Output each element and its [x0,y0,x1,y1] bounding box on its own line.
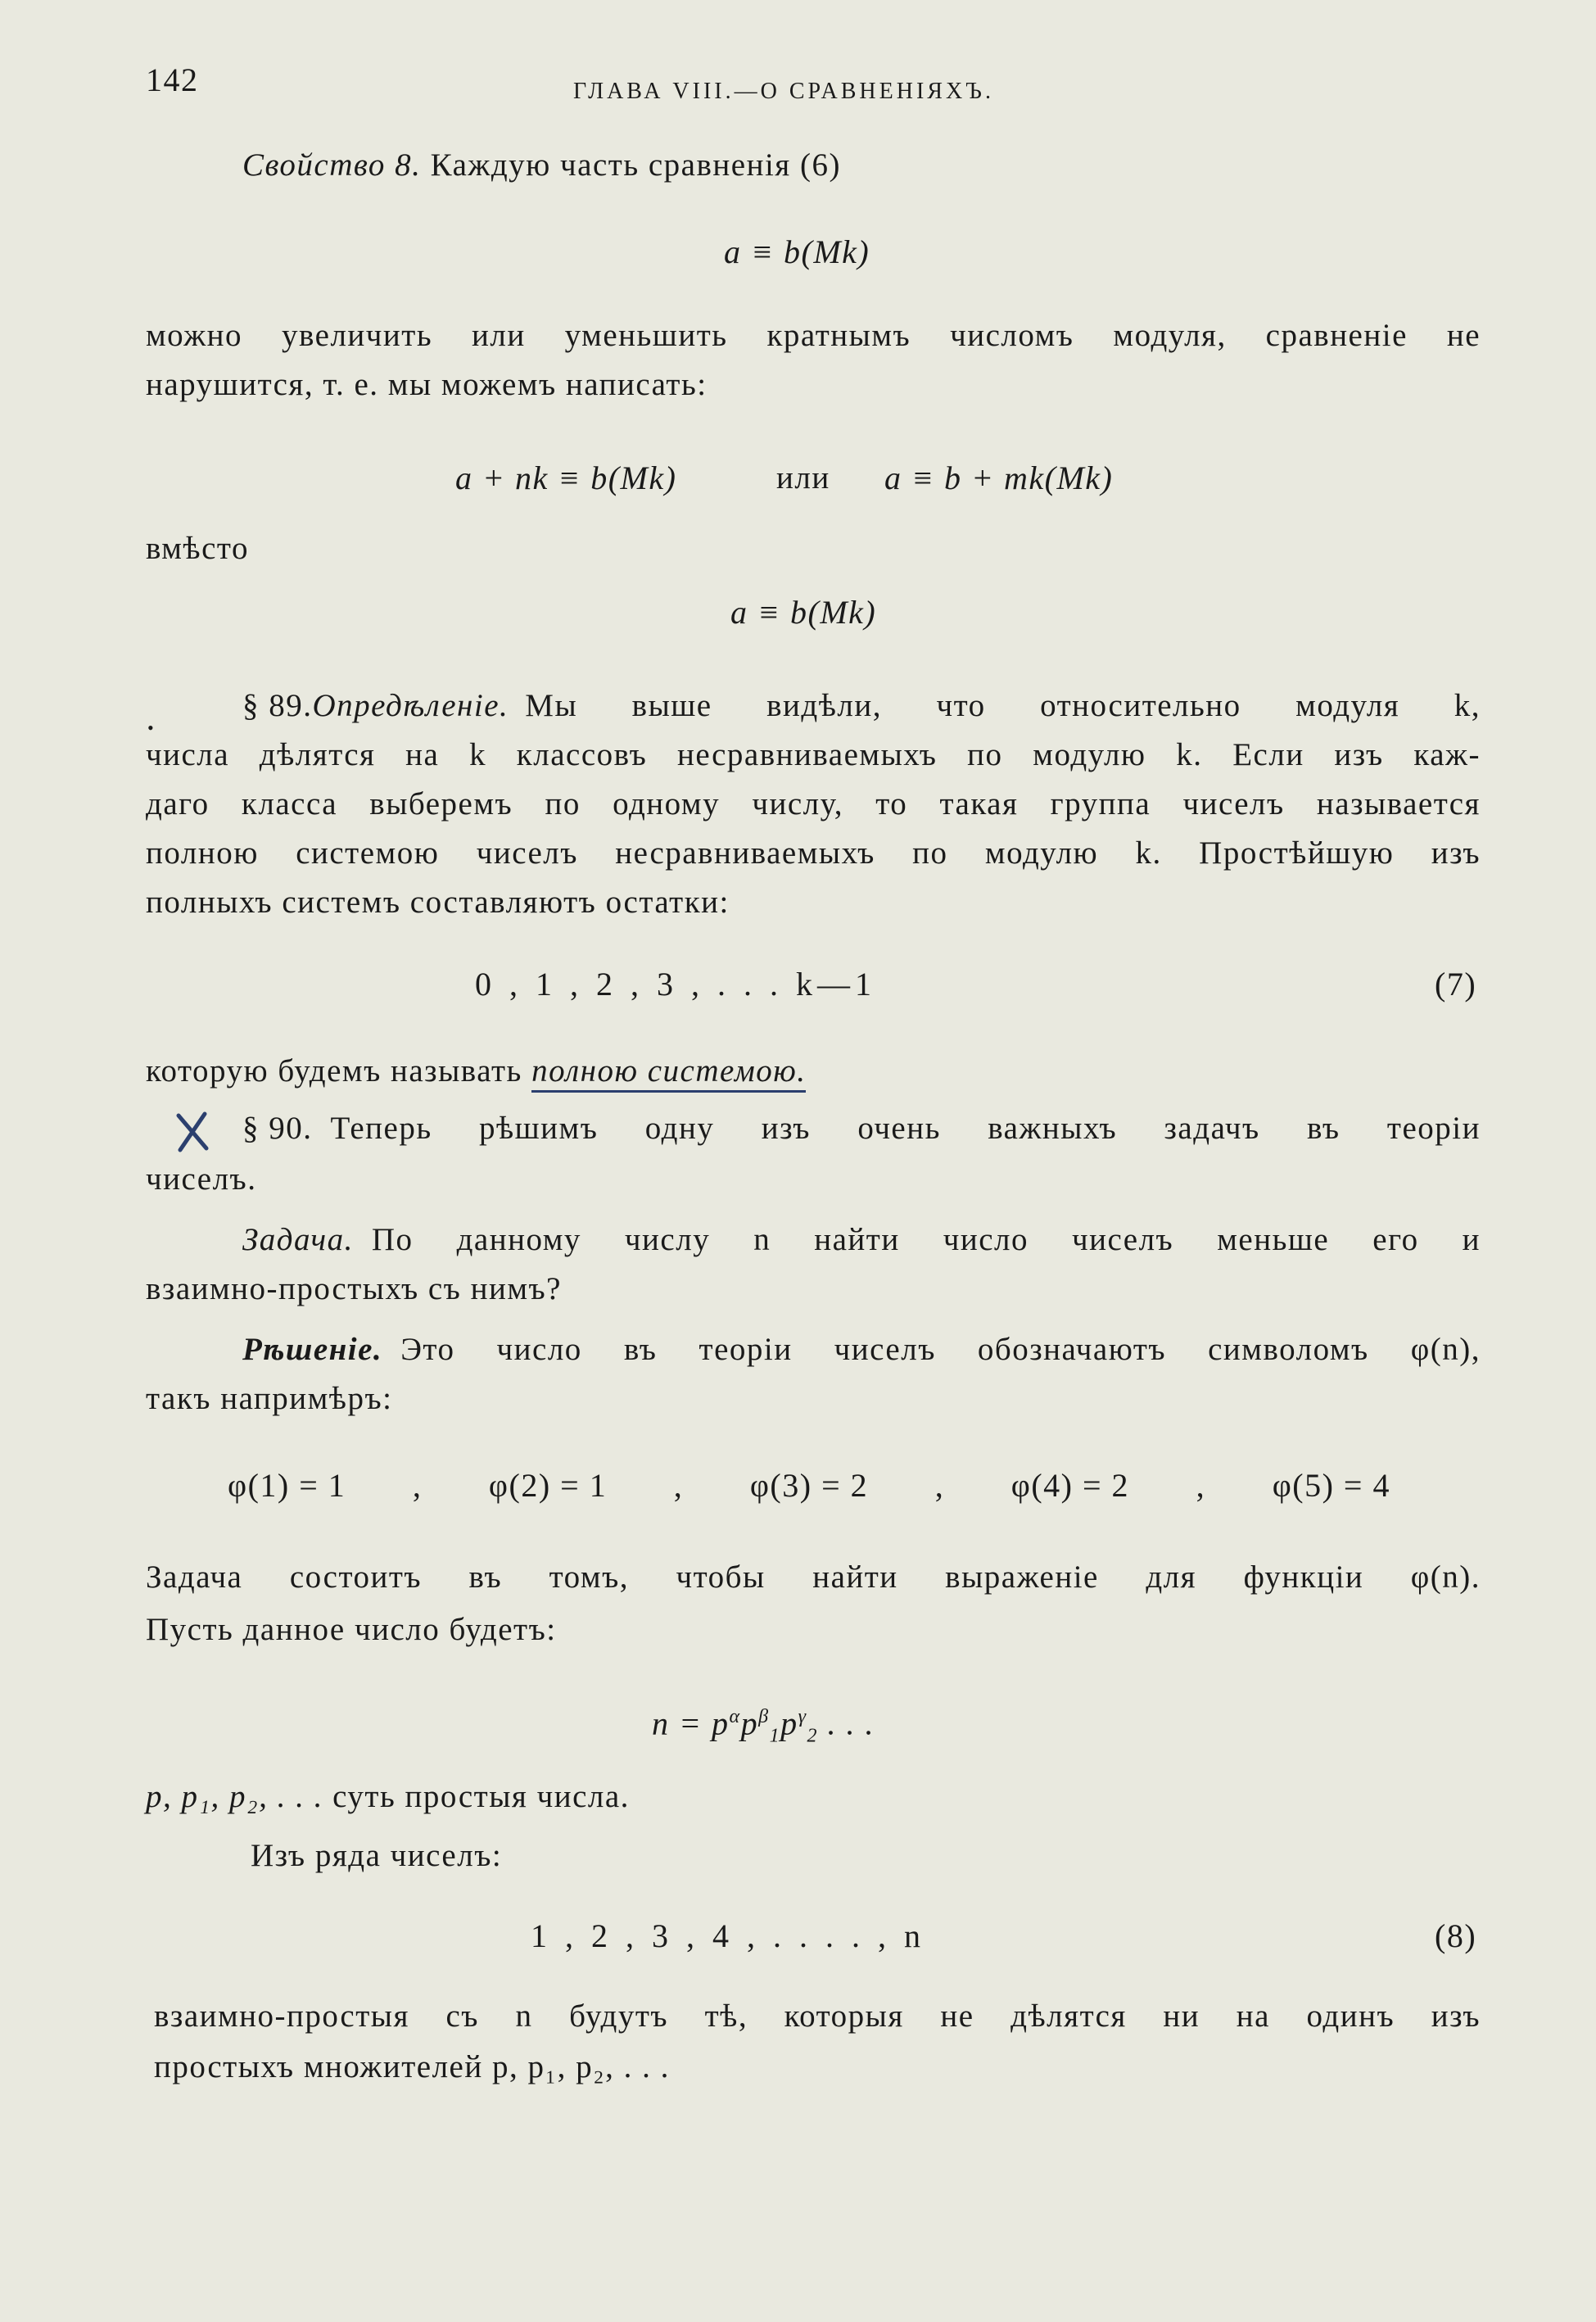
phi-value: φ(2) = 1 [488,1467,608,1504]
property-text: Каждую часть сравненія (6) [430,147,841,183]
paragraph-text: Это число въ теоріи чиселъ обозначаютъ символомъ φ(n), [400,1332,1481,1367]
phi-value: φ(3) = 2 [749,1467,869,1504]
paragraph-line: взаимно-простыхъ съ нимъ? [146,1271,562,1306]
instead-word: вмѣсто [146,531,249,566]
paragraph-line: Задача состоитъ въ томъ, чтобы найти выраженіе для функціи φ(n). [146,1559,1481,1595]
equation-congruence: a ≡ b(Mk) [724,233,870,270]
paragraph-line: можно увеличить или уменьшить кратнымъ числомъ модуля, сравненіе не [146,318,1481,353]
section-89-heading-line [242,686,1481,726]
definition-label: Опредѣленіе. [312,688,509,723]
paragraph-line: полною системою чиселъ несравниваемыхъ по модулю k. Простѣйшую изъ [146,835,1481,871]
section-number: § 89. [242,688,313,723]
equation-residues: 0 , 1 , 2 , 3 , . . . k—1 [475,966,876,1003]
task-line [242,1220,1481,1260]
paragraph-line: Изъ ряда чиселъ: [251,1838,503,1873]
exponent-alpha: α [729,1706,741,1727]
equation-number-series: 1 , 2 , 3 , 4 , . . . . , n [531,1917,925,1954]
prime-p1: p [740,1704,759,1742]
primes-line [146,1777,630,1817]
paragraph-line: Пусть данное число будетъ: [146,1612,557,1647]
section-number: § 90. [242,1111,313,1146]
paragraph-line: такъ напримѣръ: [146,1381,393,1416]
exponent-beta: β [758,1706,770,1727]
phi-values-row [228,1466,1390,1505]
property-label: Свойство 8. [242,147,422,183]
equation-lhs: n = [652,1704,712,1742]
paragraph-line: полныхъ системъ составляютъ остатки: [146,885,730,920]
equation-or-word: или [776,460,830,496]
equation-number: (8) [1435,1917,1477,1954]
prime-variables: p, p₁, p₂, . . . [146,1779,323,1814]
prime-p: p [712,1704,730,1742]
handwritten-x-mark [174,1111,211,1153]
phi-value: φ(4) = 2 [1010,1467,1130,1504]
paragraph-line: числа дѣлятся на k классовъ несравниваемыхъ по модулю k. Если изъ каж- [146,737,1481,772]
exponent-gamma: γ [798,1706,807,1727]
section-90-heading-line [242,1109,1481,1148]
separator: , [673,1467,684,1504]
ellipsis: . . . [818,1704,875,1742]
paragraph-text: которую будемъ называть [146,1053,522,1089]
prime-p2: p [780,1704,798,1742]
property-8-line [242,146,841,185]
page-number: 142 [146,61,199,98]
subscript-2: 2 [807,1725,819,1747]
separator: , [934,1467,945,1504]
separator: , [412,1467,423,1504]
paragraph-line: нарушится, т. е. мы можемъ написать: [146,367,708,402]
equation-increase-right: a ≡ b + mk(Mk) [884,459,1114,496]
ink-dot-mark: • [147,717,154,738]
equation-increase-left: a + nk ≡ b(Mk) [455,459,677,496]
equation-factorization [652,1697,875,1755]
task-label: Задача. [242,1222,354,1257]
subscript-1: 1 [769,1725,781,1747]
separator: , [1196,1467,1206,1504]
paragraph-line: чиселъ. [146,1161,257,1197]
underlined-term: полною системою. [531,1053,806,1093]
equation-number: (7) [1435,966,1477,1003]
paragraph-line [146,1052,806,1091]
solution-label: Рѣшеніе. [242,1332,383,1367]
equation-congruence: a ≡ b(Mk) [730,594,877,631]
paragraph-line: даго класса выберемъ по одному числу, то такая группа чиселъ называется [146,786,1481,822]
paragraph-text: По данному числу n найти число чиселъ меньше его и [371,1222,1481,1257]
phi-value: φ(1) = 1 [228,1467,346,1504]
solution-line [242,1330,1481,1369]
paragraph-text: Теперь рѣшимъ одну изъ очень важныхъ задачъ въ теоріи [330,1111,1481,1146]
paragraph-line: простыхъ множителей p, p₁, p₂, . . . [154,2049,670,2084]
chapter-title: ГЛАВА VIII.—О СРАВНЕНІЯХЪ. [573,79,994,104]
paragraph-line: взаимно-простыя съ n будутъ тѣ, которыя не дѣлятся ни на одинъ изъ [154,1998,1481,2034]
paragraph-text: Мы выше видѣли, что относительно модуля k, [525,688,1481,723]
paragraph-text: суть простыя числа. [332,1779,630,1814]
phi-value: φ(5) = 4 [1272,1467,1390,1504]
